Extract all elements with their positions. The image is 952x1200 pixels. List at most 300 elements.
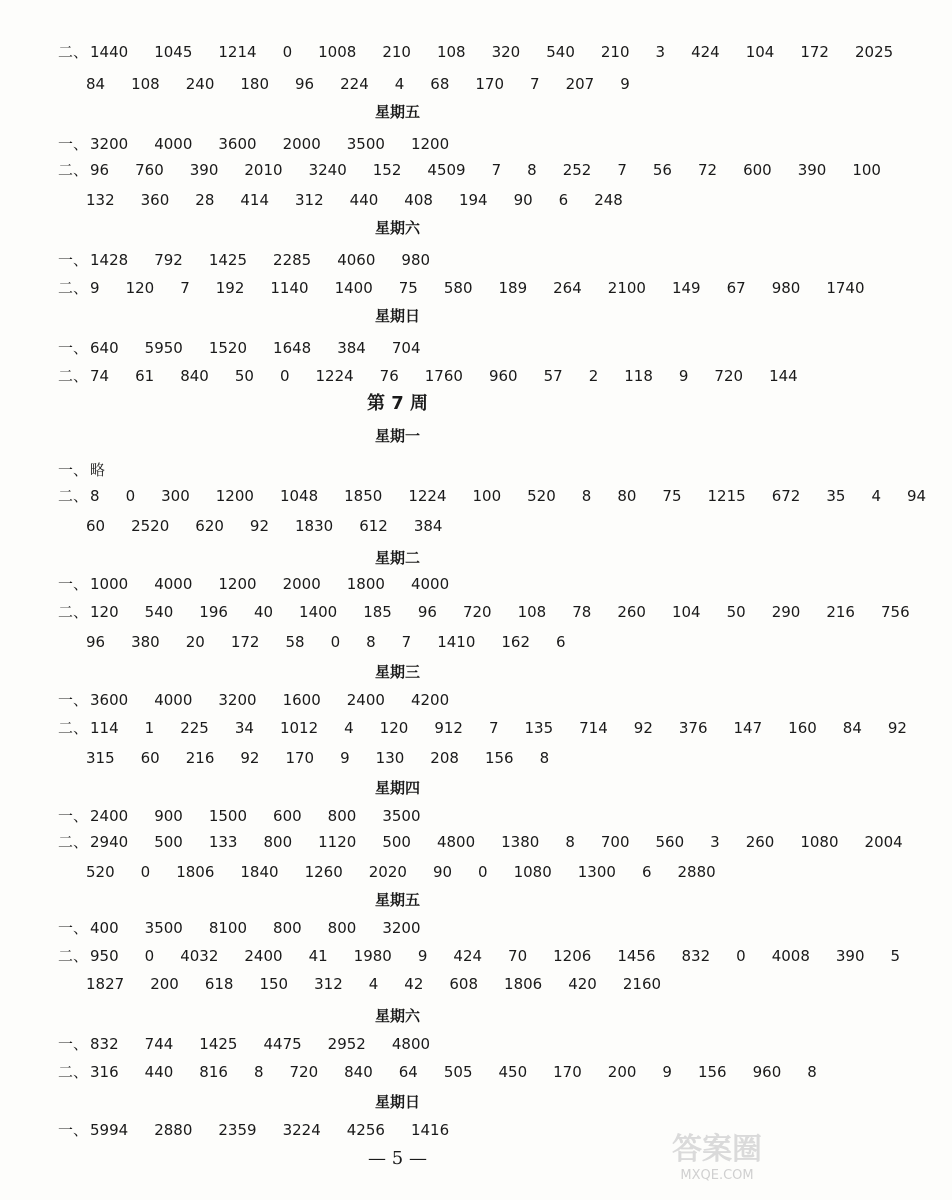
watermark xyxy=(647,1132,787,1194)
answer-value: 618 xyxy=(204,975,234,993)
answer-value: 1740 xyxy=(826,279,865,297)
answer-row xyxy=(58,1030,775,1058)
answer-value: 500 xyxy=(154,833,183,851)
answer-value: 200 xyxy=(150,975,179,993)
answer-value: 7 xyxy=(617,161,627,179)
answer-value: 672 xyxy=(771,487,801,505)
answer-value: 2100 xyxy=(607,279,646,297)
answer-row xyxy=(58,156,881,184)
answer-value: 540 xyxy=(144,603,174,621)
answer-row-continued xyxy=(86,70,775,98)
answer-value: 1214 xyxy=(218,43,257,61)
answer-value: 1410 xyxy=(437,633,476,651)
page-number: — 5 — xyxy=(368,1148,427,1169)
answer-value: 1806 xyxy=(176,863,215,881)
answer-value: 194 xyxy=(458,191,488,209)
answer-value: 248 xyxy=(594,191,623,209)
answer-value: 2400 xyxy=(90,807,129,825)
answer-value: 9 xyxy=(340,749,350,767)
answer-value: 6 xyxy=(558,191,569,209)
answer-value: 1840 xyxy=(240,863,279,881)
answer-value: 312 xyxy=(295,191,324,209)
answer-value: 8 xyxy=(253,1063,264,1081)
answer-value: 100 xyxy=(472,487,502,505)
answer-value: 792 xyxy=(154,251,183,269)
answer-value: 76 xyxy=(379,367,399,385)
answer-value: 714 xyxy=(579,719,608,737)
answer-value: 96 xyxy=(86,633,106,651)
answer-value: 75 xyxy=(398,279,418,297)
answer-value: 1980 xyxy=(353,947,392,965)
answer-value: 94 xyxy=(906,487,927,505)
answer-value: 40 xyxy=(253,603,274,621)
answer-value: 640 xyxy=(90,339,119,357)
question-number: 二、 xyxy=(58,487,89,505)
answer-value: 3600 xyxy=(90,691,129,709)
answer-value: 57 xyxy=(543,367,563,385)
answer-value: 2020 xyxy=(368,863,407,881)
answer-value: 1300 xyxy=(577,863,616,881)
answer-value: 172 xyxy=(230,633,260,651)
answer-value: 2 xyxy=(588,367,599,385)
answer-row-continued xyxy=(86,186,775,214)
answer-value: 9 xyxy=(417,947,428,965)
answer-value: 196 xyxy=(199,603,228,621)
answer-value: 133 xyxy=(208,833,238,851)
question-number: 一、 xyxy=(58,1035,89,1053)
answer-value: 1440 xyxy=(90,43,129,61)
answer-value: 92 xyxy=(633,719,653,737)
answer-value: 92 xyxy=(887,719,907,737)
answer-value: 980 xyxy=(401,251,431,269)
answer-row xyxy=(58,686,775,714)
answer-value: 185 xyxy=(363,603,392,621)
answer-value: 390 xyxy=(189,161,219,179)
answer-row xyxy=(58,130,775,158)
answer-value: 50 xyxy=(726,603,746,621)
answer-value: 8 xyxy=(581,487,592,505)
answer-value: 207 xyxy=(565,75,595,93)
answer-value: 8 xyxy=(807,1063,817,1081)
answer-value: 3600 xyxy=(218,135,257,153)
answer-value: 290 xyxy=(771,603,801,621)
answer-value: 264 xyxy=(553,279,582,297)
answer-value: 170 xyxy=(285,749,315,767)
answer-value: 1140 xyxy=(270,279,309,297)
question-number: 二、 xyxy=(58,1063,89,1081)
answer-value: 9 xyxy=(678,367,689,385)
answer-value: 216 xyxy=(185,749,215,767)
answer-value: 1520 xyxy=(208,339,248,357)
answer-row-continued xyxy=(86,744,775,772)
answer-value: 840 xyxy=(180,367,209,385)
answer-value: 74 xyxy=(90,367,110,385)
answer-value: 1800 xyxy=(346,575,385,593)
answer-value: 120 xyxy=(125,279,155,297)
answer-value: 108 xyxy=(436,43,466,61)
answer-value: 3500 xyxy=(144,919,183,937)
day-heading: 星期日 xyxy=(374,307,420,325)
answer-value: 1428 xyxy=(90,251,129,269)
day-heading: 星期二 xyxy=(374,549,420,567)
answer-value: 4000 xyxy=(154,691,193,709)
answer-row xyxy=(58,1058,817,1086)
answer-value: 189 xyxy=(498,279,528,297)
answer-value: 2359 xyxy=(218,1121,257,1139)
answer-value: 260 xyxy=(617,603,646,621)
answer-value: 1425 xyxy=(199,1035,238,1053)
answer-value: 80 xyxy=(617,487,637,505)
answer-value: 260 xyxy=(745,833,775,851)
answer-row xyxy=(58,828,903,856)
answer-value: 0 xyxy=(478,863,488,881)
answer-value: 1806 xyxy=(504,975,543,993)
answer-value: 760 xyxy=(135,161,164,179)
answer-value: 120 xyxy=(90,603,119,621)
answer-value: 9 xyxy=(662,1063,672,1081)
question-number: 一、 xyxy=(58,1121,89,1139)
answer-value: 3200 xyxy=(382,919,421,937)
answer-value: 1456 xyxy=(617,947,656,965)
answer-value: 1648 xyxy=(273,339,312,357)
answer-value: 240 xyxy=(185,75,215,93)
answer-value: 2000 xyxy=(282,575,321,593)
answer-value: 424 xyxy=(453,947,483,965)
answer-value: 61 xyxy=(135,367,155,385)
answer-value: 7 xyxy=(401,633,412,651)
answer-value: 120 xyxy=(379,719,409,737)
answer-row xyxy=(58,274,865,302)
answer-value: 156 xyxy=(697,1063,727,1081)
answer-value: 380 xyxy=(131,633,160,651)
answer-value: 172 xyxy=(800,43,829,61)
answer-value: 4256 xyxy=(346,1121,385,1139)
answer-value: 8100 xyxy=(208,919,248,937)
answer-value: 2952 xyxy=(327,1035,366,1053)
answer-value: 3 xyxy=(710,833,720,851)
question-number: 二、 xyxy=(58,161,89,179)
answer-row xyxy=(58,942,901,970)
answer-value: 84 xyxy=(86,75,106,93)
answer-value: 0 xyxy=(330,633,341,651)
answer-value: 224 xyxy=(340,75,369,93)
answer-value: 1425 xyxy=(208,251,248,269)
answer-value: 118 xyxy=(624,367,653,385)
question-number: 二、 xyxy=(58,603,89,621)
answer-value: 7 xyxy=(491,161,502,179)
answer-value: 0 xyxy=(736,947,746,965)
answer-value: 2025 xyxy=(854,43,894,61)
question-number: 一、 xyxy=(58,135,89,153)
watermark-url: MXQE.COM xyxy=(680,1168,754,1183)
answer-value: 64 xyxy=(398,1063,418,1081)
answer-value: 300 xyxy=(161,487,190,505)
answer-value: 1380 xyxy=(501,833,540,851)
answer-row xyxy=(58,456,775,484)
answer-value: 156 xyxy=(484,749,514,767)
answer-value: 2400 xyxy=(346,691,385,709)
answer-value: 4032 xyxy=(180,947,219,965)
answer-value: 4800 xyxy=(391,1035,431,1053)
answer-value: 2880 xyxy=(677,863,716,881)
answer-value: 152 xyxy=(372,161,402,179)
answer-value: 540 xyxy=(546,43,575,61)
answer-value: 414 xyxy=(240,191,270,209)
answer-value: 420 xyxy=(568,975,597,993)
answer-value: 7 xyxy=(180,279,190,297)
answer-value: 816 xyxy=(199,1063,228,1081)
answer-value: 832 xyxy=(681,947,711,965)
week-heading: 第 7 周 xyxy=(366,393,429,414)
answer-value: 1224 xyxy=(315,367,354,385)
answer-value: 1008 xyxy=(318,43,357,61)
answer-value: 210 xyxy=(382,43,411,61)
answer-value: 440 xyxy=(349,191,379,209)
answer-value: 1850 xyxy=(344,487,383,505)
answer-value: 92 xyxy=(249,517,270,535)
question-number: 一、 xyxy=(58,461,89,479)
answer-value: 0 xyxy=(282,43,293,61)
answer-value: 600 xyxy=(273,807,302,825)
answer-value: 20 xyxy=(185,633,205,651)
answer-value: 150 xyxy=(259,975,289,993)
answer-row xyxy=(58,334,775,362)
answer-value: 756 xyxy=(880,603,910,621)
answer-value: 960 xyxy=(488,367,518,385)
answer-value: 104 xyxy=(671,603,701,621)
answer-value: 720 xyxy=(462,603,492,621)
answer-value: 390 xyxy=(797,161,827,179)
answer-value: 608 xyxy=(449,975,479,993)
answer-row xyxy=(58,246,775,274)
question-number: 二、 xyxy=(58,43,89,61)
answer-value: 3 xyxy=(655,43,666,61)
answer-value: 800 xyxy=(263,833,293,851)
answer-value: 4 xyxy=(871,487,881,505)
answer-value: 130 xyxy=(375,749,405,767)
answer-value: 96 xyxy=(417,603,437,621)
answer-value: 192 xyxy=(215,279,245,297)
answer-value: 360 xyxy=(140,191,170,209)
answer-value: 90 xyxy=(513,191,533,209)
answer-value: 149 xyxy=(671,279,701,297)
question-number: 一、 xyxy=(58,251,89,269)
answer-value: 34 xyxy=(234,719,254,737)
answer-value: 390 xyxy=(835,947,865,965)
answer-value: 612 xyxy=(359,517,388,535)
answer-value: 9 xyxy=(90,279,100,297)
answer-value: 912 xyxy=(434,719,463,737)
answer-value: 108 xyxy=(131,75,160,93)
answer-value: 225 xyxy=(180,719,209,737)
day-heading: 星期四 xyxy=(374,779,420,797)
answer-value: 3224 xyxy=(282,1121,321,1139)
answer-value: 384 xyxy=(413,517,443,535)
answer-value: 144 xyxy=(769,367,798,385)
answer-value: 950 xyxy=(90,947,119,965)
answer-value: 1760 xyxy=(424,367,463,385)
answer-value: 50 xyxy=(234,367,254,385)
answer-value: 4000 xyxy=(410,575,450,593)
answer-value: 1200 xyxy=(215,487,254,505)
day-heading: 星期五 xyxy=(374,103,420,121)
answer-value: 408 xyxy=(404,191,433,209)
answer-value: 72 xyxy=(697,161,718,179)
answer-value: 6 xyxy=(556,633,566,651)
answer-value: 1215 xyxy=(707,487,746,505)
answer-value: 2160 xyxy=(622,975,662,993)
answer-value: 800 xyxy=(327,807,357,825)
answer-value: 744 xyxy=(144,1035,174,1053)
answer-value: 0 xyxy=(144,947,155,965)
answer-value: 376 xyxy=(678,719,708,737)
answer-value: 162 xyxy=(501,633,531,651)
answer-value: 4800 xyxy=(436,833,476,851)
answer-value: 2010 xyxy=(244,161,283,179)
answer-value: 440 xyxy=(144,1063,174,1081)
day-heading: 星期六 xyxy=(374,219,420,237)
answer-value: 312 xyxy=(314,975,343,993)
answer-value: 60 xyxy=(140,749,160,767)
answer-value: 0 xyxy=(279,367,290,385)
answer-value: 400 xyxy=(90,919,119,937)
answer-value: 560 xyxy=(655,833,685,851)
answer-value: 180 xyxy=(240,75,270,93)
watermark-logo: 答案圈 xyxy=(672,1132,762,1167)
question-number: 二、 xyxy=(58,719,89,737)
answer-value: 1080 xyxy=(800,833,839,851)
answer-value: 2940 xyxy=(90,833,129,851)
answer-value: 4000 xyxy=(154,135,193,153)
answer-value: 580 xyxy=(443,279,473,297)
answer-value: 5 xyxy=(890,947,901,965)
answer-value: 252 xyxy=(562,161,592,179)
answer-value: 3500 xyxy=(382,807,421,825)
answer-value: 84 xyxy=(842,719,862,737)
answer-value: 42 xyxy=(404,975,424,993)
answer-row xyxy=(58,714,907,742)
answer-value: 1 xyxy=(144,719,155,737)
answer-value: 2004 xyxy=(864,833,903,851)
answer-value: 8 xyxy=(539,749,550,767)
answer-value: 7 xyxy=(488,719,499,737)
answer-value: 1048 xyxy=(279,487,319,505)
answer-value: 1120 xyxy=(318,833,357,851)
answer-value: 800 xyxy=(327,919,357,937)
answer-value: 147 xyxy=(733,719,763,737)
answer-row-continued xyxy=(86,970,775,998)
answer-row-continued xyxy=(86,512,775,540)
answer-value: 505 xyxy=(443,1063,473,1081)
answer-value: 1260 xyxy=(304,863,343,881)
question-number: 一、 xyxy=(58,691,89,709)
answer-row xyxy=(58,38,894,66)
answer-value: 108 xyxy=(517,603,547,621)
answer-value: 132 xyxy=(86,191,115,209)
answer-value: 96 xyxy=(295,75,315,93)
answer-value: 1200 xyxy=(218,575,257,593)
answer-value: 1200 xyxy=(410,135,450,153)
answer-value: 4509 xyxy=(427,161,466,179)
answer-value: 832 xyxy=(90,1035,119,1053)
answer-value: 28 xyxy=(195,191,215,209)
answer-value: 0 xyxy=(125,487,136,505)
answer-value: 4000 xyxy=(154,575,193,593)
answer-value: 208 xyxy=(430,749,459,767)
answer-value: 8 xyxy=(565,833,575,851)
answer-value: 960 xyxy=(752,1063,782,1081)
question-number: 二、 xyxy=(58,279,89,297)
answer-value: 0 xyxy=(140,863,151,881)
answer-value: 67 xyxy=(726,279,746,297)
answer-value: 1224 xyxy=(408,487,447,505)
answer-value: 1416 xyxy=(410,1121,450,1139)
answer-value: 2400 xyxy=(244,947,283,965)
answer-row xyxy=(58,598,910,626)
answer-row-continued xyxy=(86,858,775,886)
answer-value: 58 xyxy=(285,633,305,651)
question-number: 二、 xyxy=(58,833,89,851)
answer-value: 4 xyxy=(368,975,379,993)
answer-value: 520 xyxy=(86,863,115,881)
answer-value: 4475 xyxy=(263,1035,302,1053)
answer-value: 96 xyxy=(90,161,110,179)
question-number: 一、 xyxy=(58,575,89,593)
answer-value: 384 xyxy=(337,339,366,357)
answer-value: 315 xyxy=(86,749,115,767)
answer-value: 9 xyxy=(620,75,630,93)
answer-value: 1045 xyxy=(154,43,193,61)
answer-row xyxy=(58,362,798,390)
answer-value: 5950 xyxy=(144,339,183,357)
answer-value: 980 xyxy=(771,279,801,297)
answer-row xyxy=(58,802,775,830)
question-number: 二、 xyxy=(58,947,89,965)
answer-value: 90 xyxy=(432,863,453,881)
answer-value: 4008 xyxy=(771,947,810,965)
answer-value: 60 xyxy=(86,517,106,535)
answer-value: 4200 xyxy=(410,691,450,709)
day-heading: 星期一 xyxy=(374,427,420,445)
answer-value: 1500 xyxy=(208,807,248,825)
answer-value: 1206 xyxy=(553,947,592,965)
answer-value: 620 xyxy=(195,517,224,535)
answer-value: 56 xyxy=(652,161,672,179)
answer-value: 4 xyxy=(344,719,354,737)
answer-value: 75 xyxy=(662,487,682,505)
answer-value: 840 xyxy=(344,1063,373,1081)
answer-value: 1600 xyxy=(282,691,321,709)
answer-value: 800 xyxy=(273,919,302,937)
answer-value: 216 xyxy=(826,603,855,621)
answer-value: 35 xyxy=(826,487,846,505)
answer-value: 600 xyxy=(743,161,772,179)
answer-value: 4060 xyxy=(337,251,376,269)
answer-value: 5994 xyxy=(90,1121,129,1139)
answer-value: 720 xyxy=(714,367,744,385)
answer-value: 210 xyxy=(600,43,630,61)
question-number: 一、 xyxy=(58,807,89,825)
answer-value: 720 xyxy=(289,1063,319,1081)
answer-value: 70 xyxy=(508,947,528,965)
answer-value: 170 xyxy=(553,1063,582,1081)
answer-value: 8 xyxy=(90,487,100,505)
answer-value: 1080 xyxy=(513,863,552,881)
day-heading: 星期三 xyxy=(374,663,420,681)
answer-value: 520 xyxy=(527,487,556,505)
answer-value: 92 xyxy=(240,749,260,767)
answer-value: 68 xyxy=(430,75,450,93)
